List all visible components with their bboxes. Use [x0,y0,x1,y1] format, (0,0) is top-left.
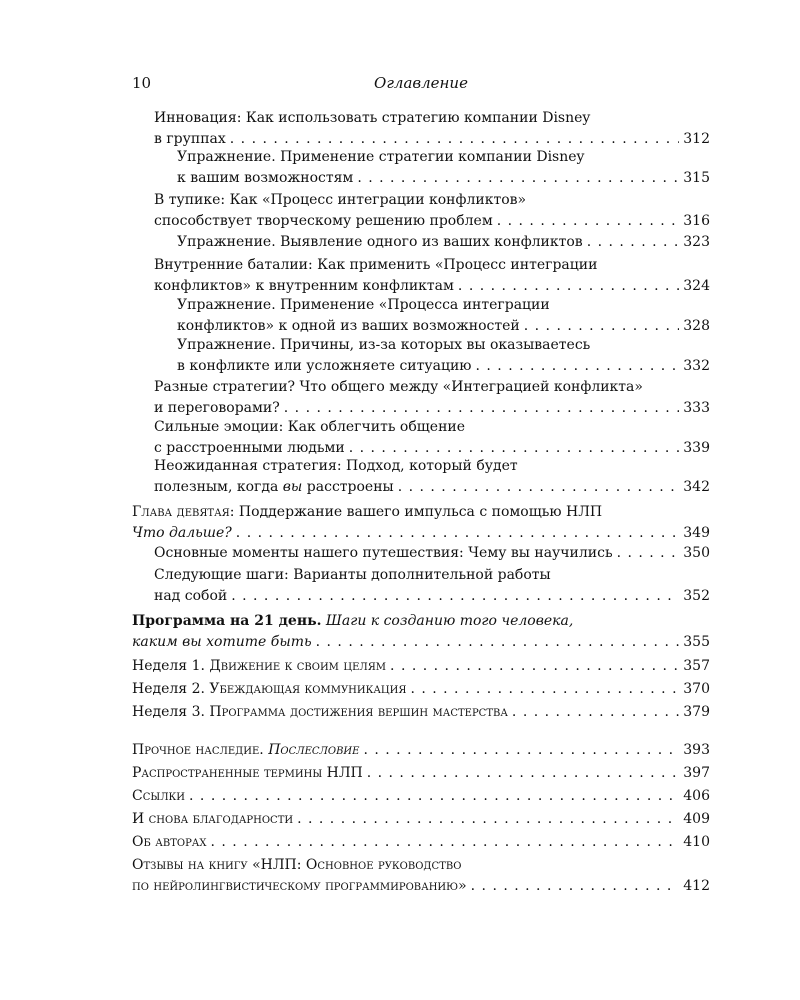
toc-entry-title-cont: над собой [154,588,228,604]
toc-page-number: 316 [683,213,710,229]
toc-entry [177,147,710,189]
toc-entry-title: Инновация: Как использовать стратегию компании Disney [154,110,591,126]
toc-entry-title-cont: конфликтов» к одной из ваших возможностей [177,318,520,334]
dot-leader [476,356,680,377]
toc-entry-title-cont: полезным, когда вы расстроены [154,479,394,495]
toc-week-entry [132,679,710,700]
dot-leader [284,398,680,419]
toc-entry-title: Внутренние баталии: Как применить «Процесс интеграции [154,257,598,273]
toc-page-number: 357 [683,658,710,674]
toc-chapter-entry [132,502,710,544]
toc-entry-title: Неожиданная стратегия: Подход, который будет [154,458,518,474]
toc-entry-title-cont: каким вы хотите быть [132,634,312,650]
toc-entry [177,295,710,337]
toc-entry-title: Отзывы на книгу «НЛП: Основное руководство [132,857,462,873]
dot-leader [524,316,680,337]
toc-page-number: 412 [683,878,710,894]
toc-entry-title: Ссылки [132,788,186,804]
toc-entry [154,417,710,459]
dot-leader [236,523,679,544]
toc-entry-title: Упражнение. Применение «Процесса интеграции [177,297,550,313]
toc-page-number: 328 [683,318,710,334]
page-header [132,74,710,94]
toc-page-number: 350 [683,545,710,561]
toc-page-number: 410 [683,834,710,850]
toc-entry-title: Неделя 3. Программа достижения вершин мастерства [132,704,508,720]
toc-entry-title: Сильные эмоции: Как облегчить общение [154,419,466,435]
toc-entry-title: Основные моменты нашего путешествия: Чему вы научились [154,545,613,561]
toc-backmatter-entry [132,809,710,830]
toc-entry-title: Неделя 1. Движение к своим целям [132,658,387,674]
toc-entry-title: Упражнение. Причины, из-за которых вы оказываетесь [177,337,591,353]
toc-page-number: 393 [683,742,710,758]
toc-page-number: 323 [683,234,710,250]
toc-backmatter-entry [132,763,710,784]
dot-leader [211,832,680,853]
toc-entry-title: Глава девятая: Поддержание вашего импульса с помощью НЛП [132,504,603,520]
toc-entry [154,543,710,564]
toc-entry-title-cont: по нейролингвистическому программированию» [132,878,467,894]
toc-entry-title-cont: с расстроенными людьми [154,440,345,456]
toc-entry-title: Прочное наследие. Послесловие [132,742,360,758]
toc-page-number: 342 [683,479,710,495]
toc-entry-title-cont: к вашим возможностям [177,170,354,186]
dot-leader [512,702,679,723]
toc-entry-title-cont: и переговорами? [154,400,280,416]
toc-entry-title-cont: Что дальше? [132,525,232,541]
toc-page-number: 349 [683,525,710,541]
dot-leader [587,232,680,253]
toc-page-number: 352 [683,588,710,604]
toc-entry-title-cont: в конфликте или усложняете ситуацию [177,358,472,374]
toc-entry [154,255,710,297]
dot-leader [398,477,680,498]
toc-entry-title: Следующие шаги: Варианты дополнительной работы [154,567,551,583]
dot-leader [357,168,679,189]
dot-leader [189,786,679,807]
toc-backmatter-entry [132,740,710,761]
toc-entry [154,190,710,232]
dot-leader [390,656,679,677]
dot-leader [497,211,680,232]
toc-entry-title: Упражнение. Выявление одного из ваших конфликтов [177,234,583,250]
dot-leader [367,763,680,784]
toc-page-number: 339 [683,440,710,456]
toc-page-number: 397 [683,765,710,781]
toc-program-entry [132,611,710,653]
toc-entry-title-cont: способствует творческому решению проблем [154,213,493,229]
dot-leader [617,543,680,564]
toc-page-number: 370 [683,681,710,697]
toc-entry-title: Программа на 21 день. Шаги к созданию того человека, [132,613,574,629]
toc-entry [177,335,710,377]
toc-entry-title: В тупике: Как «Процесс интеграции конфликтов» [154,192,527,208]
dot-leader [363,740,679,761]
dot-leader [231,586,679,607]
dot-leader [297,809,679,830]
dot-leader [458,276,679,297]
toc-entry-title: И снова благодарности [132,811,294,827]
toc-page-number: 406 [683,788,710,804]
toc-entry [177,232,710,253]
dot-leader [316,632,680,653]
page-number: 10 [132,74,152,92]
toc-page-number: 312 [683,131,710,147]
toc-entry-title-cont: конфликтов» к внутренним конфликтам [154,278,454,294]
toc-entry-title: Упражнение. Применение стратегии компании Disney [177,149,585,165]
toc-entry [154,456,710,498]
running-title: Оглавление [374,74,468,92]
toc-week-entry [132,656,710,677]
toc-backmatter-entry [132,832,710,853]
toc-page-number: 355 [683,634,710,650]
toc-page-number: 315 [683,170,710,186]
toc-week-entry [132,702,710,723]
toc-page-number: 379 [683,704,710,720]
dot-leader [410,679,679,700]
toc-entry [154,565,710,607]
toc-page-number: 333 [683,400,710,416]
toc-entry-title: Об авторах [132,834,207,850]
toc-backmatter-entry [132,786,710,807]
toc-entry-title: Распространенные термины НЛП [132,765,363,781]
toc-entry [154,108,710,150]
toc-entry-title-cont: в группах [154,131,226,147]
toc-entry-title: Разные стратегии? Что общего между «Интеграцией конфликта» [154,379,643,395]
toc-backmatter-entry [132,855,710,897]
toc-page-number: 324 [683,278,710,294]
toc-page-number: 332 [683,358,710,374]
toc-entry [154,377,710,419]
dot-leader [471,876,680,897]
toc-entry-title: Неделя 2. Убеждающая коммуникация [132,681,407,697]
toc-page-number: 409 [683,811,710,827]
